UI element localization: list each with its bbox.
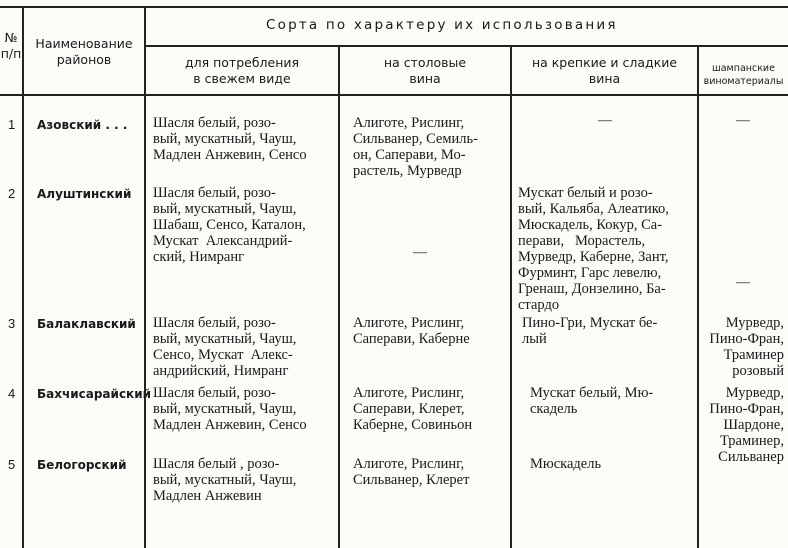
row-5-district: Белогорский [37,458,127,472]
header-group: Сорта по характеру их использования [266,17,618,33]
row-5-table: Алиготе, Рислинг, Сильванер, Клерет [353,456,470,488]
header-bottom-rule [0,94,788,96]
row-4-champagne: Мурведр, Пино-Фран, Шардоне, Траминер, Сильванер [709,385,784,465]
row-5-number: 5 [8,457,16,472]
header-fresh: для потребления в свежем виде [184,55,300,86]
row-1-fresh: Шасля белый, розо- вый, мускатный, Чауш, Мадлен Анжевин, Сенсо [153,115,307,163]
row-1-number: 1 [8,117,16,132]
row-4-number: 4 [8,386,16,401]
row-5-strong: Мюскадель [530,456,602,472]
header-strong-wines: на крепкие и сладкие вина [531,55,678,86]
row-1-district: Азовский . . . [37,118,128,132]
row-1-strong: — [598,113,612,128]
row-2-table: — [413,245,427,260]
header-champagne: шампанские виноматериалы [703,63,784,87]
row-3-district: Балаклавский [37,317,136,331]
col-divider-4 [510,45,512,548]
header-number: № п/п [0,30,22,61]
row-2-fresh: Шасля белый, розо- вый, мускатный, Чауш, Шабаш, Сенсо, Каталон, Мускат Александрий- ский, Нимранг [153,185,306,265]
row-4-table: Алиготе, Рислинг, Саперави, Клерет, Каберне, Совиньон [353,385,473,433]
group-header-rule [146,45,788,47]
row-1-table: Алиготе, Рислинг, Сильванер, Семиль- он, Саперави, Мо- растель, Мурведр [353,115,478,179]
row-2-strong: Мускат белый и розо- вый, Кальяба, Алеатико, Мюскадель, Кокур, Са- перави, Морастель, Мурведр, Каберне, Зант, Фурминт, Гарс левелю, Гренаш, Донзелино, Ба- стардо [518,185,669,313]
row-3-table: Алиготе, Рислинг, Саперави, Каберне [353,315,470,347]
row-4-district: Бахчисарайский [37,387,152,401]
header-table-wines: на столовые вина [383,55,467,86]
row-3-fresh: Шасля белый, розо- вый, мускатный, Чауш, Сенсо, Мускат Алекс- андрийский, Нимранг [153,315,297,379]
row-2-champagne: — [736,275,750,290]
row-4-fresh: Шасля белый, розо- вый, мускатный, Чауш, Мадлен Анжевин, Сенсо [153,385,307,433]
header-district: Наименование районов [35,36,133,67]
col-divider-3 [338,45,340,548]
col-divider-5 [697,45,699,548]
row-3-strong: Пино-Гри, Мускат бе- лый [522,315,658,347]
row-3-champagne: Мурведр, Пино-Фран, Траминер розовый [709,315,784,379]
row-5-fresh: Шасля белый , розо- вый, мускатный, Чауш, Мадлен Анжевин [153,456,297,504]
top-rule [0,6,788,8]
col-divider-2 [144,6,146,548]
row-3-number: 3 [8,316,16,331]
row-2-district: Алуштинский [37,187,132,201]
row-4-strong: Мускат белый, Мю- скадель [530,385,654,417]
col-divider-1 [22,6,24,548]
row-1-champagne: — [736,113,750,128]
row-2-number: 2 [8,186,16,201]
